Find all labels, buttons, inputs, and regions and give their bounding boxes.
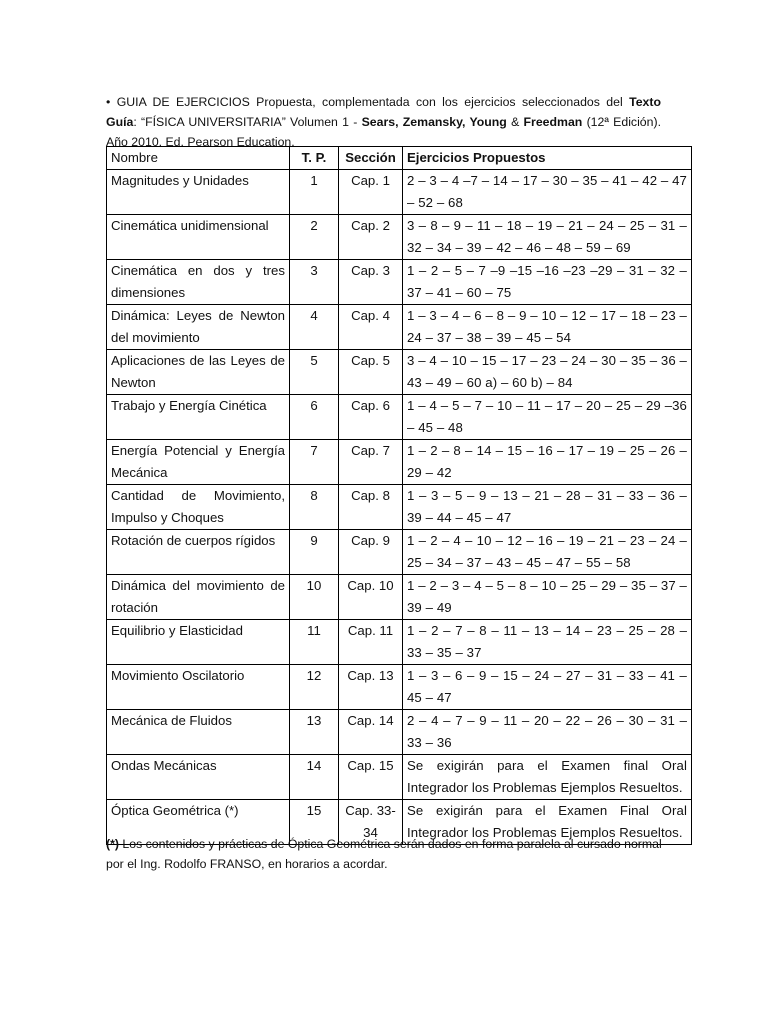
- bullet-glyph: •: [106, 95, 111, 109]
- cell-ejercicios: 1 – 4 – 5 – 7 – 10 – 11 – 17 – 20 – 25 – 29 –36 – 45 – 48: [403, 395, 692, 440]
- cell-tp: 2: [290, 215, 339, 260]
- ampersand: &: [506, 115, 524, 129]
- cell-ejercicios: 1 – 2 – 4 – 10 – 12 – 16 – 19 – 21 – 23 – 24 – 25 – 34 – 37 – 43 – 45 – 47 – 55 – 58: [403, 530, 692, 575]
- table-row: [107, 620, 692, 665]
- cell-seccion: Cap. 11: [339, 620, 403, 665]
- table-row: [107, 440, 692, 485]
- cell-seccion: Cap. 9: [339, 530, 403, 575]
- cell-tp: 14: [290, 755, 339, 800]
- cell-seccion: Cap. 10: [339, 575, 403, 620]
- cell-nombre: Trabajo y Energía Cinética: [107, 395, 290, 440]
- cell-seccion: Cap. 13: [339, 665, 403, 710]
- cell-ejercicios: 1 – 2 – 3 – 4 – 5 – 8 – 10 – 25 – 29 – 35 – 37 – 39 – 49: [403, 575, 692, 620]
- cell-tp: 8: [290, 485, 339, 530]
- cell-ejercicios: 2 – 4 – 7 – 9 – 11 – 20 – 22 – 26 – 30 – 31 – 33 – 36: [403, 710, 692, 755]
- cell-tp: 3: [290, 260, 339, 305]
- cell-seccion: Cap. 14: [339, 710, 403, 755]
- cell-tp: 5: [290, 350, 339, 395]
- intro-text-1: GUIA DE EJERCICIOS Propuesta, complementada con los ejercicios seleccionados del: [110, 95, 630, 109]
- cell-ejercicios: 2 – 3 – 4 –7 – 14 – 17 – 30 – 35 – 41 – 42 – 47 – 52 – 68: [403, 170, 692, 215]
- cell-seccion: Cap. 1: [339, 170, 403, 215]
- cell-tp: 13: [290, 710, 339, 755]
- table-row: [107, 485, 692, 530]
- intro-text-3: (12ª Edición). Año 2010. Ed. Pearson Education.: [106, 115, 661, 149]
- cell-seccion: Cap. 8: [339, 485, 403, 530]
- cell-nombre: Energía Potencial y Energía Mecánica: [107, 440, 290, 485]
- cell-tp: 6: [290, 395, 339, 440]
- table-row: [107, 710, 692, 755]
- table-header-row: [107, 147, 692, 170]
- cell-nombre: Ondas Mecánicas: [107, 755, 290, 800]
- cell-ejercicios: 1 – 2 – 8 – 14 – 15 – 16 – 17 – 19 – 25 – 26 – 29 – 42: [403, 440, 692, 485]
- cell-ejercicios: 1 – 3 – 6 – 9 – 15 – 24 – 27 – 31 – 33 – 41 – 45 – 47: [403, 665, 692, 710]
- cell-tp: 9: [290, 530, 339, 575]
- authors-bold: Sears, Zemansky, Young: [361, 115, 507, 129]
- cell-seccion: Cap. 15: [339, 755, 403, 800]
- cell-tp: 15: [290, 800, 339, 845]
- table-row: [107, 260, 692, 305]
- header-tp: T. P.: [290, 147, 339, 170]
- cell-nombre: Dinámica del movimiento de rotación: [107, 575, 290, 620]
- footnote-text: Los contenidos y prácticas de Óptica Geométrica serán dados en forma paralela al cursado normal por el Ing. Rodolfo FRANSO, en horarios a acordar.: [106, 837, 662, 871]
- table-row: [107, 215, 692, 260]
- cell-nombre: Dinámica: Leyes de Newton del movimiento: [107, 305, 290, 350]
- cell-ejercicios: 1 – 3 – 5 – 9 – 13 – 21 – 28 – 31 – 33 – 36 – 39 – 44 – 45 – 47: [403, 485, 692, 530]
- table-row: [107, 170, 692, 215]
- cell-ejercicios: 3 – 8 – 9 – 11 – 18 – 19 – 21 – 24 – 25 – 31 – 32 – 34 – 39 – 42 – 46 – 48 – 59 – 69: [403, 215, 692, 260]
- cell-seccion: Cap. 5: [339, 350, 403, 395]
- header-ejercicios: Ejercicios Propuestos: [403, 147, 692, 170]
- cell-tp: 11: [290, 620, 339, 665]
- cell-nombre: Cinemática unidimensional: [107, 215, 290, 260]
- table-row: [107, 665, 692, 710]
- cell-tp: 1: [290, 170, 339, 215]
- cell-tp: 10: [290, 575, 339, 620]
- cell-nombre: Equilibrio y Elasticidad: [107, 620, 290, 665]
- table-row: [107, 530, 692, 575]
- cell-seccion: Cap. 33-34: [339, 800, 403, 845]
- cell-seccion: Cap. 4: [339, 305, 403, 350]
- footnote: [106, 834, 681, 874]
- cell-nombre: Óptica Geométrica (*): [107, 800, 290, 845]
- cell-nombre: Rotación de cuerpos rígidos: [107, 530, 290, 575]
- cell-tp: 7: [290, 440, 339, 485]
- cell-nombre: Cinemática en dos y tres dimensiones: [107, 260, 290, 305]
- exercises-table: [106, 146, 692, 845]
- cell-ejercicios: 1 – 3 – 4 – 6 – 8 – 9 – 10 – 12 – 17 – 18 – 23 – 24 – 37 – 38 – 39 – 45 – 54: [403, 305, 692, 350]
- footnote-marker: (*): [106, 837, 119, 851]
- cell-nombre: Mecánica de Fluidos: [107, 710, 290, 755]
- cell-nombre: Movimiento Oscilatorio: [107, 665, 290, 710]
- author-last-bold: Freedman: [523, 115, 583, 129]
- cell-ejercicios: 3 – 4 – 10 – 15 – 17 – 23 – 24 – 30 – 35 – 36 – 43 – 49 – 60 a) – 60 b) – 84: [403, 350, 692, 395]
- table-row: [107, 575, 692, 620]
- cell-ejercicios: Se exigirán para el Examen final Oral Integrador los Problemas Ejemplos Resueltos.: [403, 755, 692, 800]
- cell-ejercicios: Se exigirán para el Examen Final Oral Integrador los Problemas Ejemplos Resueltos.: [403, 800, 692, 845]
- cell-nombre: Cantidad de Movimiento, Impulso y Choques: [107, 485, 290, 530]
- cell-seccion: Cap. 2: [339, 215, 403, 260]
- cell-nombre: Magnitudes y Unidades: [107, 170, 290, 215]
- cell-seccion: Cap. 6: [339, 395, 403, 440]
- cell-tp: 4: [290, 305, 339, 350]
- header-seccion: Sección: [339, 147, 403, 170]
- table-row: [107, 350, 692, 395]
- texto-guia-label: Texto Guía: [106, 95, 661, 129]
- table-row: [107, 395, 692, 440]
- cell-nombre: Aplicaciones de las Leyes de Newton: [107, 350, 290, 395]
- table-row: [107, 755, 692, 800]
- intro-text-2: : “FÍSICA UNIVERSITARIA” Volumen 1 -: [133, 115, 362, 129]
- header-nombre: Nombre: [107, 147, 290, 170]
- cell-seccion: Cap. 7: [339, 440, 403, 485]
- table-row: [107, 305, 692, 350]
- cell-seccion: Cap. 3: [339, 260, 403, 305]
- intro-paragraph: [106, 92, 661, 152]
- cell-ejercicios: 1 – 2 – 7 – 8 – 11 – 13 – 14 – 23 – 25 – 28 – 33 – 35 – 37: [403, 620, 692, 665]
- cell-tp: 12: [290, 665, 339, 710]
- cell-ejercicios: 1 – 2 – 5 – 7 –9 –15 –16 –23 –29 – 31 – 32 – 37 – 41 – 60 – 75: [403, 260, 692, 305]
